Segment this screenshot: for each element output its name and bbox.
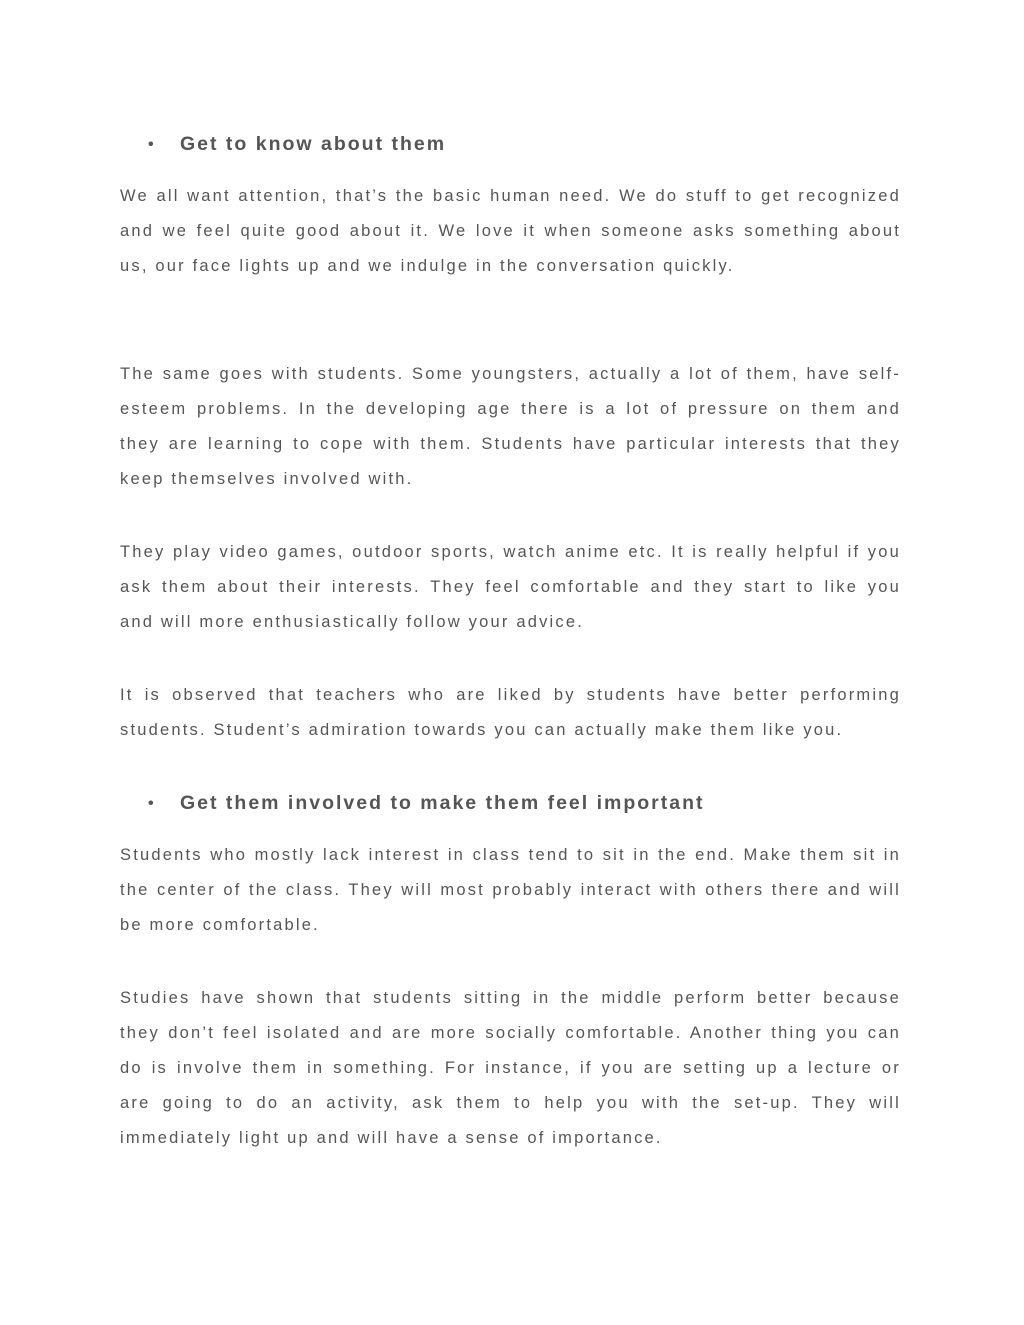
section-heading-text: Get them involved to make them feel important <box>180 792 705 814</box>
paragraph: Students who mostly lack interest in class tend to sit in the end. Make them sit in the center of the class. They will most probably interact with others there and will be more comfortable. <box>120 846 901 934</box>
paragraph: Studies have shown that students sitting in the middle perform better because they don’t feel isolated and are more socially comfortable. Another thing you can do is involve them in something. For instance, if you are setting up a lecture or are going to do an activity, ask them to help you with the set-up. They will immediately light up and will have a sense of importance. <box>120 989 901 1147</box>
paragraph: The same goes with students. Some youngsters, actually a lot of them, have self-esteem problems. In the developing age there is a lot of pressure on them and they are learning to cope with them. Students have particular interests that they keep themselves involved with. <box>120 365 901 488</box>
paragraph: It is observed that teachers who are liked by students have better performing students. Student’s admiration towards you can actually make them like you. <box>120 686 901 739</box>
bullet-icon: • <box>148 136 154 153</box>
bullet-icon: • <box>148 795 154 812</box>
paragraph: They play video games, outdoor sports, watch anime etc. It is really helpful if you ask them about their interests. They feel comfortable and they start to like you and will more enthusiastically follow your advice. <box>120 543 901 631</box>
paragraph: We all want attention, that’s the basic human need. We do stuff to get recognized and we feel quite good about it. We love it when someone asks something about us, our face lights up and we indulge in the conversation quickly. <box>120 187 901 275</box>
section-heading <box>148 791 705 816</box>
section-heading <box>148 132 446 157</box>
section-heading-text: Get to know about them <box>180 133 447 155</box>
